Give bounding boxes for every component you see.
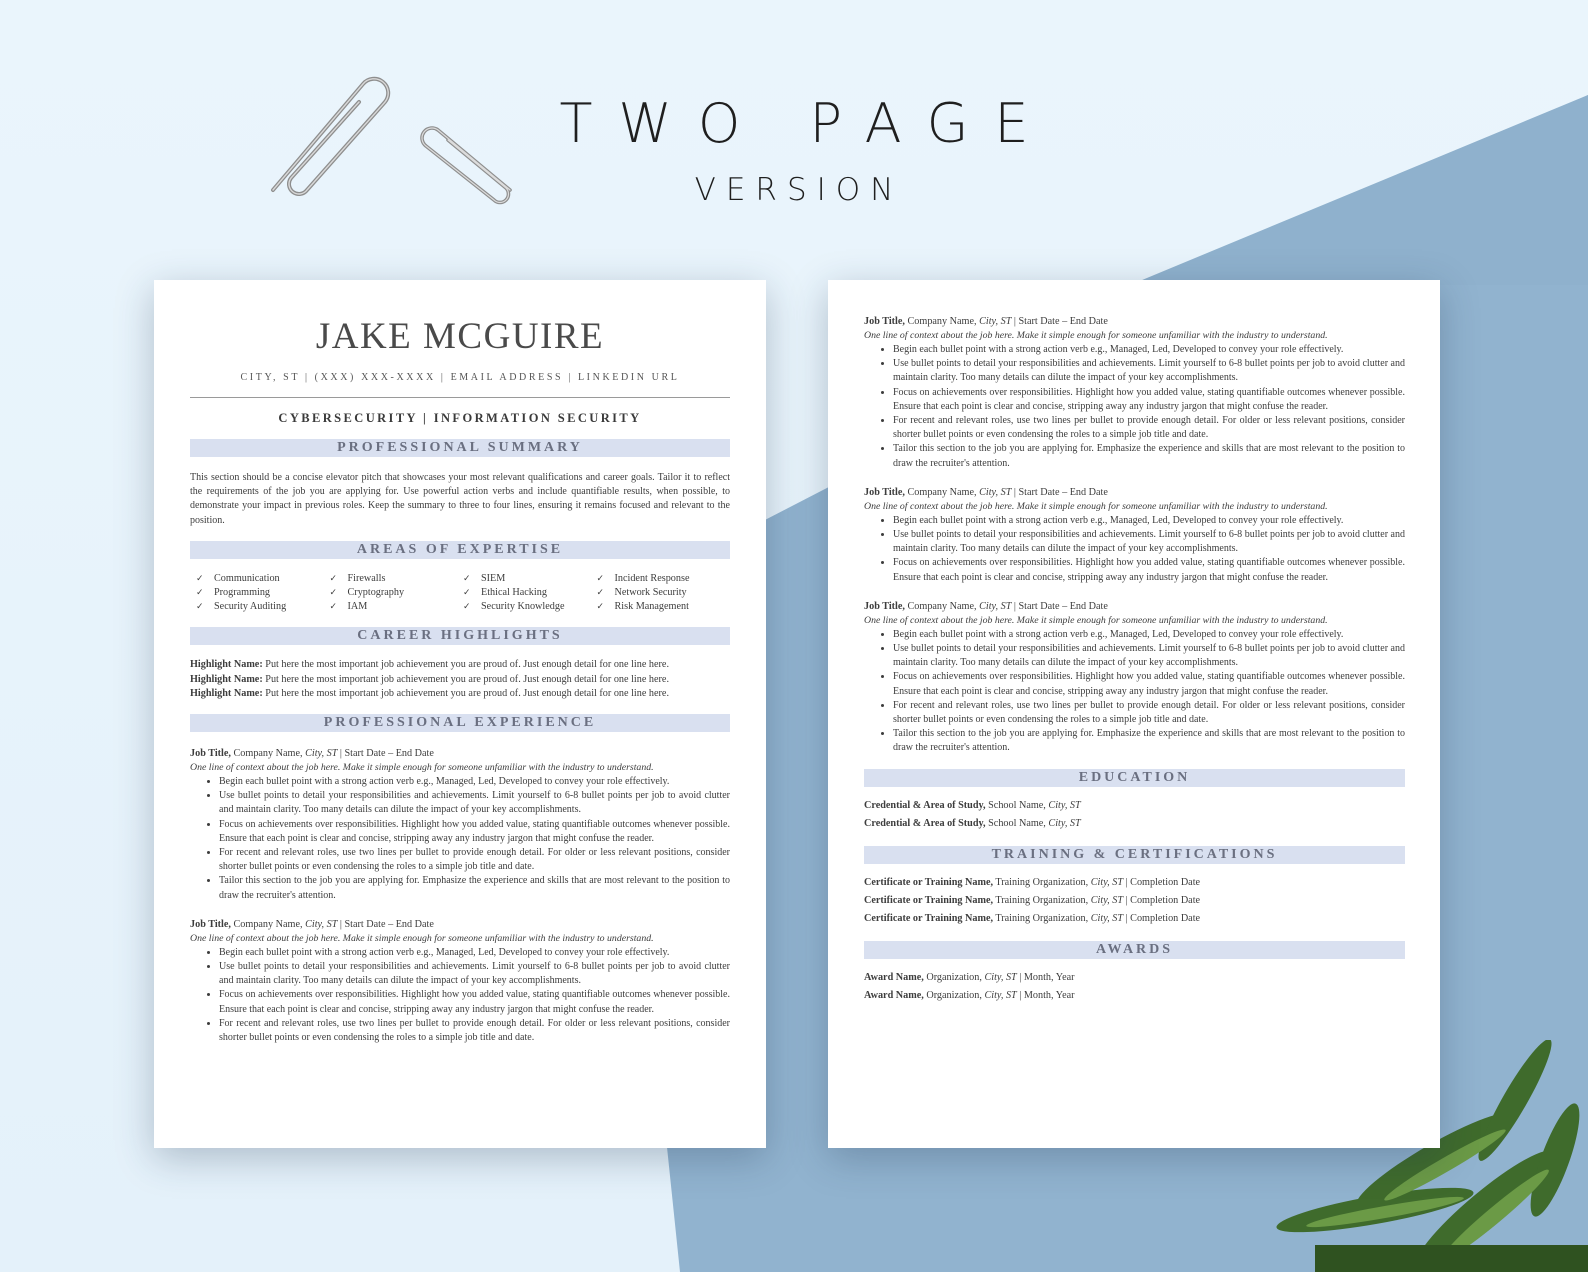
section-heading-experience: PROFESSIONAL EXPERIENCE <box>190 714 730 732</box>
bullet-item: • Focus on achievements over responsibilities. Highlight how you added value, stating quantifiable outcomes whenever possible. Ensure that each point is clear and concise, stripping away any industry jargon that might confuse the reader. <box>893 670 1405 698</box>
job-context: One line of context about the job here. Make it simple enough for someone unfamiliar with the industry to understand. <box>190 932 654 944</box>
training-list <box>864 874 1405 928</box>
expertise-item: ✓ Cryptography <box>330 586 464 600</box>
resume-page-2 <box>828 280 1440 1148</box>
bullet-item: • Focus on achievements over responsibilities. Highlight how you added value, stating quantifiable outcomes whenever possible. Ensure that each point is clear and concise, stripping away any industry jargon that might confuse the reader. <box>893 556 1405 584</box>
job-context: One line of context about the job here. Make it simple enough for someone unfamiliar with the industry to understand. <box>864 614 1328 626</box>
bullet-item: • For recent and relevant roles, use two lines per bullet to provide enough detail. For older or less relevant positions, consider shorter bullet points or even condensing the roles to a simple job title and date. <box>893 414 1405 442</box>
bullet-item: • Begin each bullet point with a strong action verb e.g., Managed, Led, Developed to convey your role effectively. <box>893 628 1405 642</box>
expertise-column <box>330 572 464 615</box>
expertise-item: ✓ Firewalls <box>330 572 464 586</box>
section-heading-highlights: CAREER HIGHLIGHTS <box>190 627 730 645</box>
check-icon: ✓ <box>196 602 204 613</box>
job-bullets <box>190 775 730 903</box>
education-list <box>864 797 1405 833</box>
section-heading-expertise: AREAS OF EXPERTISE <box>190 541 730 559</box>
check-icon: ✓ <box>329 573 338 584</box>
expertise-item: ✓ Risk Management <box>597 600 731 614</box>
paperclip-large-icon <box>255 62 395 212</box>
job-context: One line of context about the job here. Make it simple enough for someone unfamiliar with the industry to understand. <box>864 330 1328 341</box>
award-item: Award Name, Organization, City, ST | Month, Year <box>864 989 1075 1001</box>
resume-page-1 <box>154 280 766 1148</box>
contact-line: CITY, ST | (XXX) XXX-XXXX | EMAIL ADDRESS | LINKEDIN URL <box>240 372 680 383</box>
expertise-item: ✓ Network Security <box>597 586 731 600</box>
check-icon: ✓ <box>463 602 471 613</box>
job-context: One line of context about the job here. Make it simple enough for someone unfamiliar with the industry to understand. <box>864 500 1328 512</box>
highlight-item: Highlight Name: Put here the most important job achievement you are proud of. Just enough detail for one line here. <box>190 659 669 671</box>
paperclip-small-icon <box>418 118 528 208</box>
job-header: Job Title, Company Name, City, ST | Start Date – End Date <box>864 600 1108 612</box>
expertise-item: ✓ IAM <box>330 600 464 614</box>
check-icon: ✓ <box>329 602 338 613</box>
check-icon: ✓ <box>463 573 471 584</box>
highlight-item: Highlight Name: Put here the most important job achievement you are proud of. Just enough detail for one line here. <box>190 687 669 699</box>
job-header: Job Title, Company Name, City, ST | Start Date – End Date <box>190 748 434 760</box>
job-context: One line of context about the job here. Make it simple enough for someone unfamiliar with the industry to understand. <box>190 762 654 774</box>
education-item: Credential & Area of Study, School Name, City, ST <box>864 799 1081 811</box>
bullet-item: • Begin each bullet point with a strong action verb e.g., Managed, Led, Developed to convey your role effectively. <box>219 775 730 789</box>
job-header: Job Title, Company Name, City, ST | Start Date – End Date <box>864 486 1108 498</box>
check-icon: ✓ <box>196 588 204 599</box>
job-entry <box>864 314 1405 471</box>
bullet-item: • For recent and relevant roles, use two lines per bullet to provide enough detail. For older or less relevant positions, consider shorter bullet points or even condensing the roles to a simple job title and date. <box>219 846 730 874</box>
headline-title: TWO PAGE <box>559 92 1055 155</box>
bullet-item: • Tailor this section to the job you are applying for. Emphasize the experience and skills that are most relevant to the position to draw the recruiter's attention. <box>893 442 1405 470</box>
candidate-name: JAKE MCGUIRE <box>315 316 605 357</box>
highlight-item: Highlight Name: Put here the most important job achievement you are proud of. Just enough detail for one line here. <box>190 673 669 685</box>
training-item: Certificate or Training Name, Training Organization, City, ST | Completion Date <box>864 876 1201 888</box>
check-icon: ✓ <box>196 573 204 584</box>
expertise-column <box>597 572 731 615</box>
bullet-item: • Begin each bullet point with a strong action verb e.g., Managed, Led, Developed to convey your role effectively. <box>893 343 1405 357</box>
job-bullets <box>864 628 1405 756</box>
section-heading-summary: PROFESSIONAL SUMMARY <box>190 439 730 457</box>
award-item: Award Name, Organization, City, ST | Month, Year <box>864 971 1075 983</box>
bullet-item: • Tailor this section to the job you are applying for. Emphasize the experience and skills that are most relevant to the position to draw the recruiter's attention. <box>893 727 1405 755</box>
check-icon: ✓ <box>596 573 605 584</box>
section-heading-education: EDUCATION <box>864 769 1405 787</box>
job-bullets <box>864 343 1405 471</box>
job-bullets <box>190 946 730 1045</box>
bullet-item: • For recent and relevant roles, use two lines per bullet to provide enough detail. For older or less relevant positions, consider shorter bullet points or even condensing the roles to a simple job title and date. <box>893 699 1405 727</box>
bullet-item: • Focus on achievements over responsibilities. Highlight how you added value, stating quantifiable outcomes whenever possible. Ensure that each point is clear and concise, stripping away any industry jargon that might confuse the reader. <box>219 988 730 1016</box>
expertise-item: ✓ SIEM <box>463 572 597 586</box>
expertise-column <box>196 572 330 615</box>
training-item: Certificate or Training Name, Training Organization, City, ST | Completion Date <box>864 894 1201 906</box>
awards-list <box>864 969 1405 1005</box>
job-header: Job Title, Company Name, City, ST | Start Date – End Date <box>864 316 1108 327</box>
expertise-item: ✓ Ethical Hacking <box>463 586 597 600</box>
professional-title: CYBERSECURITY | INFORMATION SECURITY <box>278 411 642 425</box>
training-item: Certificate or Training Name, Training Organization, City, ST | Completion Date <box>864 912 1201 924</box>
check-icon: ✓ <box>596 602 605 613</box>
job-header: Job Title, Company Name, City, ST | Start Date – End Date <box>190 918 434 930</box>
job-bullets <box>864 514 1405 585</box>
expertise-item: ✓ Security Auditing <box>196 600 330 614</box>
expertise-column <box>463 572 597 615</box>
check-icon: ✓ <box>463 588 471 599</box>
check-icon: ✓ <box>596 588 605 599</box>
section-heading-awards: AWARDS <box>864 941 1405 959</box>
job-entry <box>190 917 730 1045</box>
summary-text: This section should be a concise elevator pitch that showcases your most relevant qualifications and career goals. Tailor it to reflect the requirements of the job you are applying for. Use powerful action verbs and include quantifiable results, when possible, to demonstrate your impact in previous roles. Keep the summary to three to four lines, ensuring it remains focused and relevant to the position. <box>190 472 730 526</box>
education-item: Credential & Area of Study, School Name, City, ST <box>864 817 1081 829</box>
job-entry <box>864 485 1405 585</box>
expertise-item: ✓ Communication <box>196 572 330 586</box>
bullet-item: • Begin each bullet point with a strong action verb e.g., Managed, Led, Developed to convey your role effectively. <box>893 514 1405 528</box>
job-entry <box>864 599 1405 756</box>
bullet-item: • Begin each bullet point with a strong action verb e.g., Managed, Led, Developed to convey your role effectively. <box>219 946 730 960</box>
bullet-item: • Use bullet points to detail your responsibilities and achievements. Limit yourself to 6-8 bullet points per job to avoid clutter and maintain clarity. Too many details can dilute the impact of your key accomplishments. <box>893 642 1405 670</box>
section-heading-training: TRAINING & CERTIFICATIONS <box>864 846 1405 864</box>
bullet-item: • Use bullet points to detail your responsibilities and achievements. Limit yourself to 6-8 bullet points per job to avoid clutter and maintain clarity. Too many details can dilute the impact of your key accomplishments. <box>893 528 1405 556</box>
check-icon: ✓ <box>329 588 338 599</box>
expertise-item: ✓ Programming <box>196 586 330 600</box>
bullet-item: • For recent and relevant roles, use two lines per bullet to provide enough detail. For older or less relevant positions, consider shorter bullet points or even condensing the roles to a simple job title and date. <box>219 1017 730 1045</box>
bullet-item: • Tailor this section to the job you are applying for. Emphasize the experience and skills that are most relevant to the position to draw the recruiter's attention. <box>219 874 730 902</box>
divider <box>190 397 730 398</box>
expertise-grid <box>190 572 730 615</box>
bullet-item: • Use bullet points to detail your responsibilities and achievements. Limit yourself to 6-8 bullet points per job to avoid clutter and maintain clarity. Too many details can dilute the impact of your key accomplishments. <box>219 789 730 817</box>
bullet-item: • Use bullet points to detail your responsibilities and achievements. Limit yourself to 6-8 bullet points per job to avoid clutter and maintain clarity. Too many details can dilute the impact of your key accomplishments. <box>219 960 730 988</box>
expertise-item: ✓ Security Knowledge <box>463 600 597 614</box>
highlights-list <box>190 658 730 701</box>
bullet-item: • Use bullet points to detail your responsibilities and achievements. Limit yourself to 6-8 bullet points per job to avoid clutter and maintain clarity. Too many details can dilute the impact of your key accomplishments. <box>893 357 1405 385</box>
expertise-item: ✓ Incident Response <box>597 572 731 586</box>
bullet-item: • Focus on achievements over responsibilities. Highlight how you added value, stating quantifiable outcomes whenever possible. Ensure that each point is clear and concise, stripping away any industry jargon that might confuse the reader. <box>219 818 730 846</box>
headline-subtitle: VERSION <box>694 172 904 208</box>
job-entry <box>190 746 730 903</box>
bullet-item: • Focus on achievements over responsibilities. Highlight how you added value, stating quantifiable outcomes whenever possible. Ensure that each point is clear and concise, stripping away any industry jargon that might confuse the reader. <box>893 386 1405 414</box>
